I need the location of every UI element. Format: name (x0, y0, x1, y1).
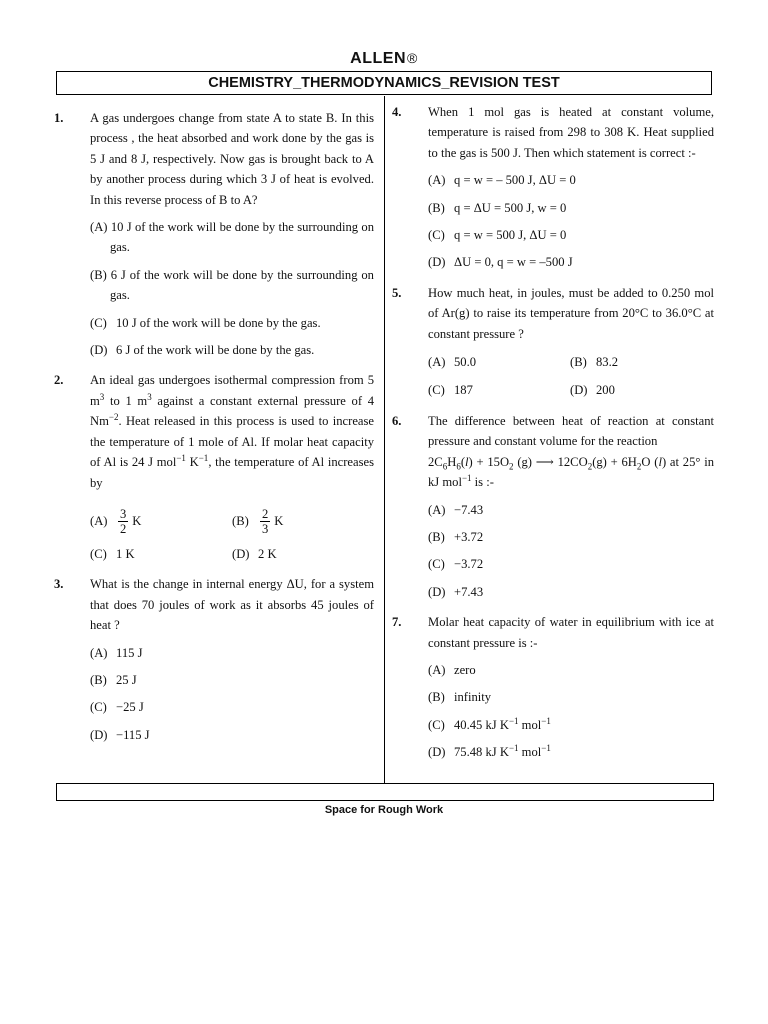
option-d: (D) 200 (570, 383, 615, 398)
question-number: 4. (392, 105, 402, 119)
option-c: (C) q = w = 500 J, ΔU = 0 (428, 228, 567, 243)
question-text: How much heat, in joules, must be added to 0.250 mol of Ar(g) to raise its temperature from 20°C to 36.0°C at constant pressure ? (428, 285, 714, 341)
rough-work-label: Space for Rough Work (324, 804, 444, 816)
option-d: (D) 6 J of the work will be done by the gas. (90, 343, 315, 358)
registered-mark: ® (407, 50, 418, 66)
question-text: Molar heat capacity of water in equilibrium with ice at constant pressure is :- (428, 615, 714, 650)
rough-work-box (56, 783, 714, 801)
option-a: (A) −7.43 (428, 502, 484, 517)
options-row-cd (428, 380, 714, 400)
option-b: (B) 25 J (90, 672, 137, 687)
question-5 (392, 283, 714, 401)
option-c: (C) 40.45 kJ $K^{-1}$ mol$^{-1}$ (428, 715, 551, 732)
right-column (392, 102, 714, 763)
left-column (54, 108, 374, 745)
options-row-cd (90, 544, 374, 564)
fraction: $\frac{3}{2}$ (120, 506, 127, 536)
option-d: (D) 75.48 kJ $K^{-1}$ mol$^{-1}$ (428, 742, 551, 760)
question-text: When 1 mol gas is heated at constant volume, temperature is raised from 298 to 308 K. Heat supplied to the gas is 500 J. Then which statement is correct :- (428, 105, 714, 160)
option-c: (C) 1 K (90, 546, 135, 561)
fraction: $\frac{2}{3}$ (262, 506, 269, 536)
question-4 (392, 102, 714, 273)
question-number: 3. (54, 577, 64, 592)
option-d: (D) +7.43 (428, 584, 484, 599)
question-text: The difference between heat of reaction at constant pressure and constant volume for the reaction (428, 413, 714, 449)
question-number: 5. (392, 285, 402, 300)
question-number: 2. (54, 373, 64, 388)
option-b: (B) infinity (428, 690, 492, 705)
option-b: (B) +3.72 (428, 529, 484, 544)
question-text: An ideal gas undergoes isothermal compression from 5 $m^3$ to 1 $m^3$ against a constant external pressure of 4 $Nm^{-2}$. Heat released in this process is used to increase the temperature of 1 mole of Al. If molar heat capacity of Al is 24 J mol$^{-1}$ $K^{-1}$, the temperature of Al increases by (90, 373, 374, 490)
option-c: (C) −25 J (90, 700, 144, 715)
question-number: 7. (392, 615, 402, 630)
question-6 (392, 411, 714, 602)
options-row-ab (428, 352, 714, 372)
option-a: (A) 50.0 (428, 355, 477, 370)
option-b: (B) $\frac{2}{3}$ K (232, 506, 284, 536)
publisher-logo: ALLEN® (350, 50, 418, 67)
question-3 (54, 574, 374, 745)
option-a: (A) $\frac{3}{2}$ K (90, 506, 142, 536)
question-text: What is the change in internal energy ΔU, for a system that does 70 joules of work as it absorbs 45 joules of heat ? (90, 577, 374, 633)
option-a: (A) 10 J of the work will be done by the surrounding on gas. (90, 220, 374, 255)
question-2 (54, 370, 374, 564)
reaction-equation: $2C_6H_6(l) + 15O_2$ (g) ⟶ $12CO_2(g) + 6H_2O$ (l) at 25° in kJ mol$^{-1}$ is :- (428, 454, 714, 490)
option-a: (A) 115 J (90, 645, 143, 660)
option-b: (B) q = ΔU = 500 J, w = 0 (428, 200, 567, 215)
question-7 (392, 612, 714, 762)
option-b: (B) 6 J of the work will be done by the surrounding on gas. (90, 267, 374, 303)
option-d: (D) −115 J (90, 727, 150, 742)
question-1 (54, 108, 374, 360)
option-b: (B) 83.2 (570, 355, 619, 370)
option-d: (D) ΔU = 0, q = w = –500 J (428, 255, 573, 270)
option-d: (D) 2 K (232, 546, 277, 561)
option-c: (C) 187 (428, 383, 473, 398)
option-c: (C) 10 J of the work will be done by the gas. (90, 315, 321, 330)
test-title: CHEMISTRY_THERMODYNAMICS_REVISION TEST (56, 71, 712, 95)
question-number: 1. (54, 111, 64, 125)
question-number: 6. (392, 413, 402, 428)
question-text: A gas undergoes change from state A to state B. In this process , the heat absorbed and work done by the gas is 5 J and 8 J, respectively. Now gas is brought back to A by another process during which 3 J of heat is evolved. In this reverse process of B to A? (90, 111, 374, 207)
option-a: (A) q = w = – 500 J, ΔU = 0 (428, 173, 576, 188)
options-row-ab (90, 507, 374, 536)
option-a: (A) zero (428, 662, 476, 677)
option-c: (C) −3.72 (428, 557, 484, 572)
column-divider (384, 96, 385, 783)
